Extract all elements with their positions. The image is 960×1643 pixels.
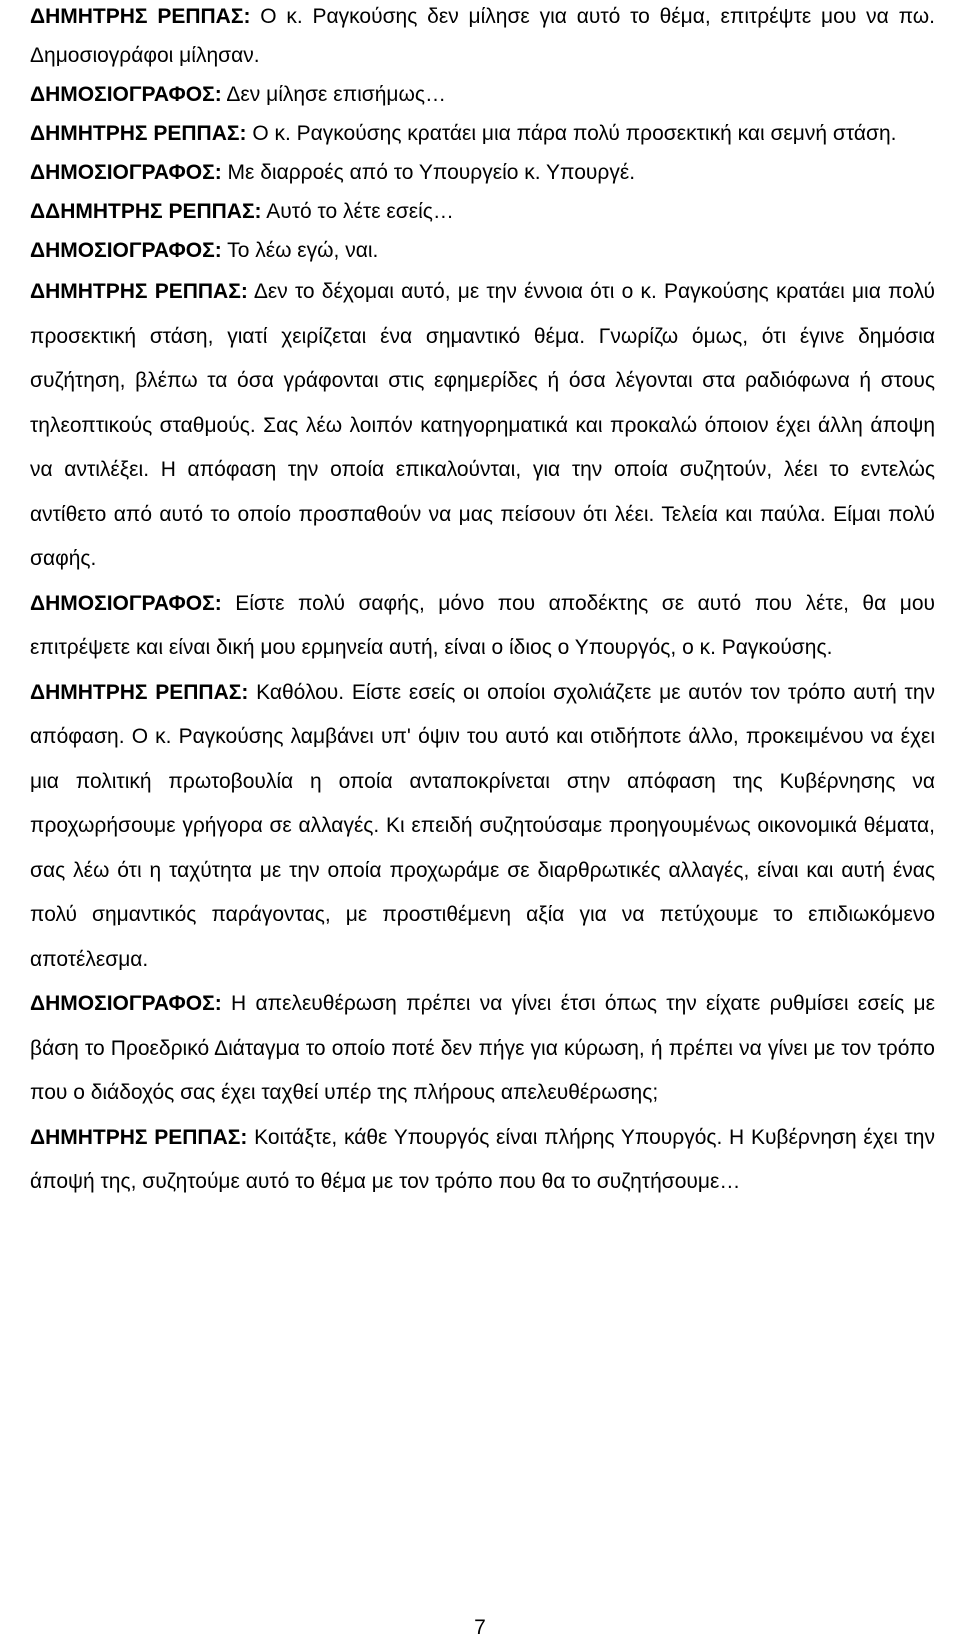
speech-text: Η απελευθέρωση πρέπει να γίνει έτσι όπως την είχατε ρυθμίσει εσείς με βάση το Προεδρικό Διάταγμα το οποίο ποτέ δεν πήγε για κύρωση, ή πρέπει να γίνει με τον τρόπο που ο διάδοχός σας έχει ταχθεί υπέρ της πλήρους απελευθέρωσης; bbox=[30, 992, 935, 1104]
transcript-paragraph bbox=[30, 671, 935, 983]
speech-text: Κοιτάξτε, κάθε Υπουργός είναι πλήρης Υπουργός. Η Κυβέρνηση έχει την άποψή της, συζητούμε αυτό το θέμα με τον τρόπο που θα το συζητήσουμε… bbox=[30, 1125, 935, 1193]
speaker-label: ΔΗΜΟΣΙΟΓΡΑΦΟΣ: bbox=[30, 992, 222, 1015]
speaker-label: ΔΔΗΜΗΤΡΗΣ ΡΕΠΠΑΣ: bbox=[30, 200, 262, 223]
speaker-label: ΔΗΜΗΤΡΗΣ ΡΕΠΠΑΣ: bbox=[30, 5, 251, 28]
speech-text: Ο κ. Ραγκούσης δεν μίλησε για αυτό το θέμα, επιτρέψτε μου να πω. Δημοσιογράφοι μίλησαν. bbox=[30, 5, 935, 67]
speaker-label: ΔΗΜΟΣΙΟΓΡΑΦΟΣ: bbox=[30, 239, 222, 262]
speech-text: Καθόλου. Είστε εσείς οι οποίοι σχολιάζετε με αυτόν τον τρόπο αυτή την απόφαση. Ο κ. Ραγκούσης λαμβάνει υπ' όψιν του αυτό και οτιδήποτε άλλο, προκειμένου να έχει μια πολιτική πρωτοβουλία η οποία ανταποκρίνεται στην απόφαση της Κυβέρνησης να προχωρήσουμε γρήγορα σε αλλαγές. Κι επειδή συζητούσαμε προηγουμένως οικονομικά θέματα, σας λέω ότι η ταχύτητα με την οποία προχωράμε σε διαρθρωτικές αλλαγές, είναι και αυτή ένας πολύ σημαντικός παράγοντας, με προστιθέμενη αξία για να πετύχουμε το επιδιωκόμενο αποτέλεσμα. bbox=[30, 680, 936, 971]
speaker-label: ΔΗΜΗΤΡΗΣ ΡΕΠΠΑΣ: bbox=[30, 280, 248, 303]
transcript-paragraph bbox=[30, 0, 935, 75]
speech-text: Δεν μίλησε επισήμως… bbox=[226, 83, 446, 106]
transcript-paragraph bbox=[30, 75, 935, 114]
transcript-paragraph bbox=[30, 153, 935, 192]
speaker-label: ΔΗΜΟΣΙΟΓΡΑΦΟΣ: bbox=[30, 161, 222, 184]
transcript-paragraph bbox=[30, 270, 935, 582]
page-number: 7 bbox=[474, 1616, 486, 1639]
speech-text: Δεν το δέχομαι αυτό, με την έννοια ότι ο κ. Ραγκούσης κρατάει μια πολύ προσεκτική στάση, γιατί χειρίζεται ένα σημαντικό θέμα. Γνωρίζω όμως, ότι έγινε δημόσια συζήτηση, βλέπω τα όσα γράφονται στις εφημερίδες ή όσα λέγονται στα ραδιόφωνα ή στους τηλεοπτικούς σταθμούς. Σας λέω λοιπόν κατηγορηματικά και προκαλώ όποιον έχει άλλη άποψη να αντιλέξει. Η απόφαση την οποία επικαλούνται, για την οποία συζητούν, λέει το εντελώς αντίθετο από αυτό το οποίο προσπαθούν να μας πείσουν ότι λέει. Τελεία και παύλα. Είμαι πολύ σαφής. bbox=[30, 280, 935, 570]
speech-text: Το λέω εγώ, ναι. bbox=[227, 239, 379, 262]
speech-text: Ο κ. Ραγκούσης κρατάει μια πάρα πολύ προσεκτική και σεμνή στάση. bbox=[252, 122, 897, 145]
speech-text: Αυτό το λέτε εσείς… bbox=[266, 200, 454, 223]
speech-text: Με διαρροές από το Υπουργείο κ. Υπουργέ. bbox=[227, 161, 636, 184]
transcript-paragraph bbox=[30, 982, 935, 1116]
transcript-paragraph bbox=[30, 114, 935, 153]
transcript-body bbox=[30, 0, 935, 1205]
transcript-paragraph bbox=[30, 1116, 935, 1205]
transcript-paragraph bbox=[30, 231, 935, 270]
speaker-label: ΔΗΜΗΤΡΗΣ ΡΕΠΠΑΣ: bbox=[30, 122, 247, 145]
speaker-label: ΔΗΜΟΣΙΟΓΡΑΦΟΣ: bbox=[30, 591, 222, 615]
speech-text: Είστε πολύ σαφής, μόνο που αποδέκτης σε αυτό που λέτε, θα μου επιτρέψετε και είναι δική μου ερμηνεία αυτή, είναι ο ίδιος ο Υπουργός, ο κ. Ραγκούσης. bbox=[30, 591, 935, 659]
speaker-label: ΔΗΜΗΤΡΗΣ ΡΕΠΠΑΣ: bbox=[30, 1125, 248, 1149]
speaker-label: ΔΗΜΟΣΙΟΓΡΑΦΟΣ: bbox=[30, 83, 222, 106]
speaker-label: ΔΗΜΗΤΡΗΣ ΡΕΠΠΑΣ: bbox=[30, 680, 249, 704]
transcript-paragraph bbox=[30, 192, 935, 231]
transcript-paragraph bbox=[30, 582, 935, 671]
